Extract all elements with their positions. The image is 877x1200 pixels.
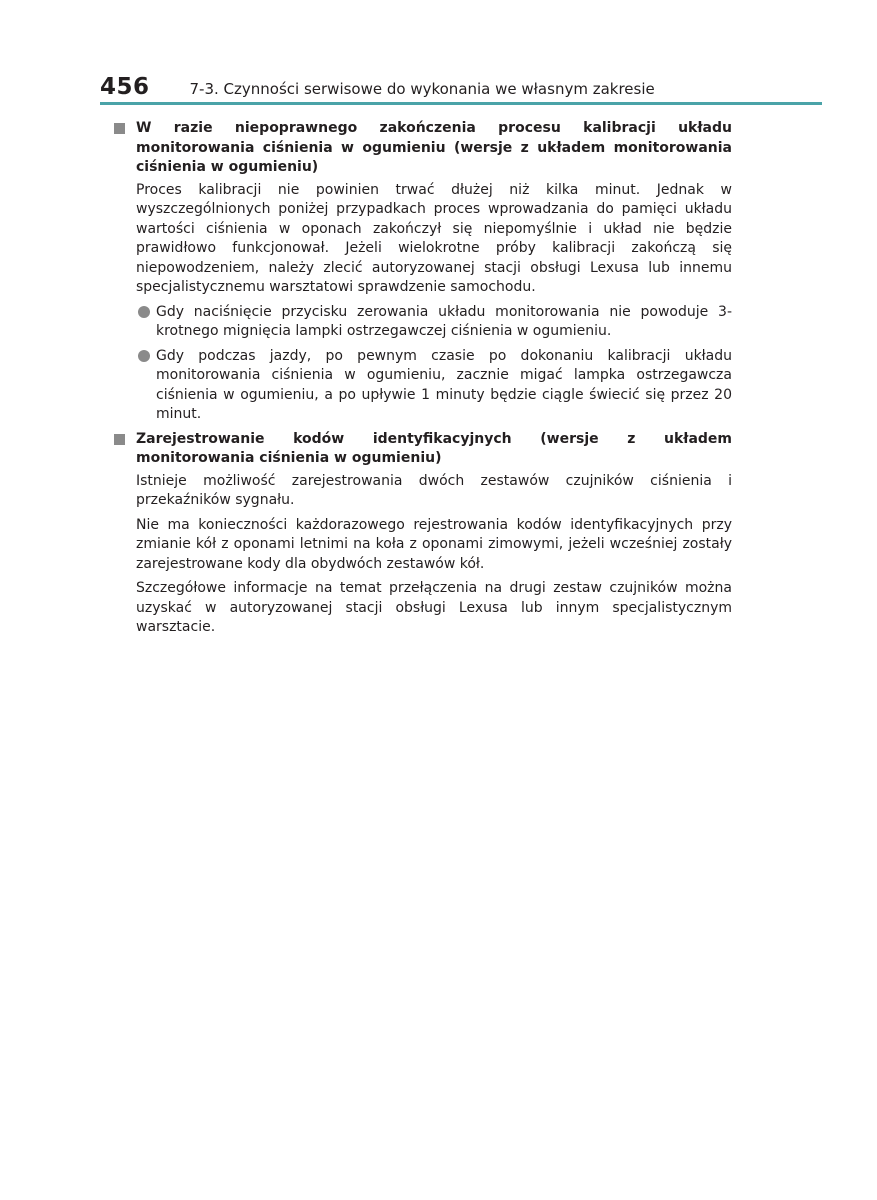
circle-bullet-icon bbox=[138, 306, 150, 318]
paragraph: Proces kalibracji nie powinien trwać dłużej niż kilka minut. Jednak w wyszczególnionych poniżej przypadkach proces wprowadzania do pamięci układu wartości ciśnienia w oponach zakończył się niepomyślnie i układ nie będzie prawidłowo funkcjonował. Jeżeli wielokrotne próby kalibracji zakończą się niepowodzeniem, należy zlecić autoryzowanej stacji obsługi Lexusa lub innemu specjalistycznemu warsztatowi sprawdzenie samochodu. bbox=[136, 181, 732, 295]
square-bullet-icon bbox=[114, 123, 125, 134]
page-header bbox=[100, 74, 822, 102]
section-heading bbox=[112, 430, 732, 469]
paragraph: Nie ma konieczności każdorazowego rejestrowania kodów identyfikacyjnych przy zmianie kół z oponami letnimi na koła z oponami zimowymi, jeżeli wcześniej zostały zarejestrowane kody dla obydwóch zestawów kół. bbox=[136, 516, 732, 572]
list-item bbox=[112, 347, 732, 425]
list-item-text: Gdy naciśnięcie przycisku zerowania układu monitorowania nie powoduje 3-krotnego mignięcia lampki ostrzegawczej ciśnienia w ogumieniu. bbox=[156, 303, 732, 339]
header-divider bbox=[100, 102, 822, 105]
page-content bbox=[112, 119, 732, 643]
paragraph: Istnieje możliwość zarejestrowania dwóch zestawów czujników ciśnienia i przekaźników sygnału. bbox=[136, 472, 732, 508]
chapter-title: 7-3. Czynności serwisowe do wykonania we własnym zakresie bbox=[189, 80, 655, 98]
circle-bullet-icon bbox=[138, 350, 150, 362]
square-bullet-icon bbox=[114, 434, 125, 445]
section-heading bbox=[112, 119, 732, 178]
paragraph: Szczegółowe informacje na temat przełączenia na drugi zestaw czujników można uzyskać w autoryzowanej stacji obsługi Lexusa lub innym specjalistycznym warsztacie. bbox=[136, 580, 732, 635]
page-number: 456 bbox=[100, 74, 150, 100]
section-heading-text: W razie niepoprawnego zakończenia procesu kalibracji układu monitorowania ciśnienia w ogumieniu (wersje z układem monitorowania ciśnienia w ogumieniu) bbox=[136, 120, 732, 175]
list-item-text: Gdy podczas jazdy, po pewnym czasie po dokonaniu kalibracji układu monitorowania ciśnienia w ogumieniu, zacznie migać lampka ostrzegawcza ciśnienia w ogumieniu, a po upływie 1 minuty będzie ciągle świecić się przez 20 minut. bbox=[156, 347, 732, 422]
section-calibration-failure bbox=[112, 119, 732, 425]
section-id-code-registration bbox=[112, 430, 732, 638]
section-heading-text: Zarejestrowanie kodów identyfikacyjnych (wersje z układem monitorowania ciśnienia w ogumieniu) bbox=[136, 430, 732, 466]
list-item bbox=[112, 303, 732, 342]
